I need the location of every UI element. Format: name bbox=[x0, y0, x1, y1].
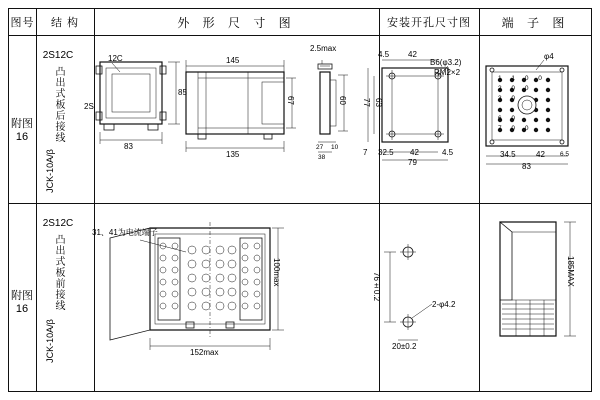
row2-sub: JCK-10A/β bbox=[45, 319, 55, 363]
row1-term-65: 6.5 bbox=[560, 151, 570, 158]
row1-mount-63: 63 bbox=[374, 98, 383, 107]
row2-note: 31、41为电流端子 bbox=[92, 228, 158, 237]
row1-mount-42a: 42 bbox=[408, 50, 417, 59]
row1-label-38: 38 bbox=[318, 154, 326, 161]
row1-mount-45a: 4.5 bbox=[378, 50, 390, 59]
row1-mount-79: 79 bbox=[408, 158, 417, 167]
row2-structure: 凸出式板前接线 bbox=[53, 234, 64, 311]
row2-index-text: 附图16 bbox=[11, 290, 33, 315]
row1-mount-7: 7 bbox=[363, 148, 368, 157]
row1-index-text: 附图16 bbox=[11, 118, 33, 143]
row1-mount-325: 32.5 bbox=[378, 148, 394, 157]
row1-label-12c: 12C bbox=[108, 54, 123, 63]
row1-mount-rm2: RM2×2 bbox=[434, 68, 461, 77]
row1-term-345: 34.5 bbox=[500, 150, 516, 159]
row1-term-numrow-5: 7 0 0 bbox=[498, 125, 533, 132]
row2-dim-152: 152max bbox=[190, 348, 219, 357]
row1-structure: 凸出式板后接线 bbox=[53, 66, 64, 143]
row1-term-numrow-4: 6 0 bbox=[498, 115, 520, 122]
row1-mount-42b: 42 bbox=[410, 148, 419, 157]
row1-label-60: 60 bbox=[338, 96, 347, 105]
row1-label-145: 145 bbox=[226, 56, 240, 65]
row1-term-83: 83 bbox=[522, 162, 531, 171]
row2-dim-100: 100max bbox=[272, 258, 281, 287]
row1-mount-b6: B6(φ3.2) bbox=[430, 58, 462, 67]
header-col-3: 外 形 尺 寸 图 bbox=[177, 15, 296, 30]
row2-dim-phi42: 2-φ4.2 bbox=[432, 300, 456, 309]
row1-term-numrow-3: 3 0 bbox=[498, 95, 520, 102]
header-col-5: 端 子 图 bbox=[501, 15, 570, 30]
row1-term-phi4: φ4 bbox=[544, 52, 554, 61]
header-col-4: 安装开孔尺寸图 bbox=[387, 17, 471, 29]
row1-label-25max: 2.5max bbox=[310, 44, 337, 53]
row1-term-numrow-top: 1 1 0 0 bbox=[498, 75, 546, 82]
row1-label-85: 85 bbox=[178, 88, 187, 97]
row1-model: 2S12C bbox=[42, 50, 74, 61]
row1-label-10: 10 bbox=[331, 144, 339, 151]
row1-label-135: 135 bbox=[226, 150, 240, 159]
row2-dim-185max: 185MAX bbox=[566, 256, 575, 287]
row2-dim-20: 20±0.2 bbox=[392, 342, 417, 351]
row1-term-numrow-2: 2 0 0 bbox=[498, 85, 533, 92]
row1-term-42: 42 bbox=[536, 150, 545, 159]
row1-label-83: 83 bbox=[124, 142, 133, 151]
row1-label-67: 67 bbox=[286, 96, 295, 105]
row1-mount-77: 77 bbox=[362, 98, 371, 107]
row1-label-2s: 2S bbox=[84, 102, 94, 111]
row1-label-27: 27 bbox=[316, 144, 324, 151]
row2-dim-76: 76±0.2 bbox=[372, 272, 381, 302]
header-col-2: 结 构 bbox=[50, 17, 80, 29]
row2-model: 2S12C bbox=[42, 218, 74, 229]
row1-mount-45b: 4.5 bbox=[442, 148, 454, 157]
header-col-1: 图号 bbox=[10, 17, 35, 29]
row1-sub: JCK-10A/β bbox=[45, 149, 55, 193]
